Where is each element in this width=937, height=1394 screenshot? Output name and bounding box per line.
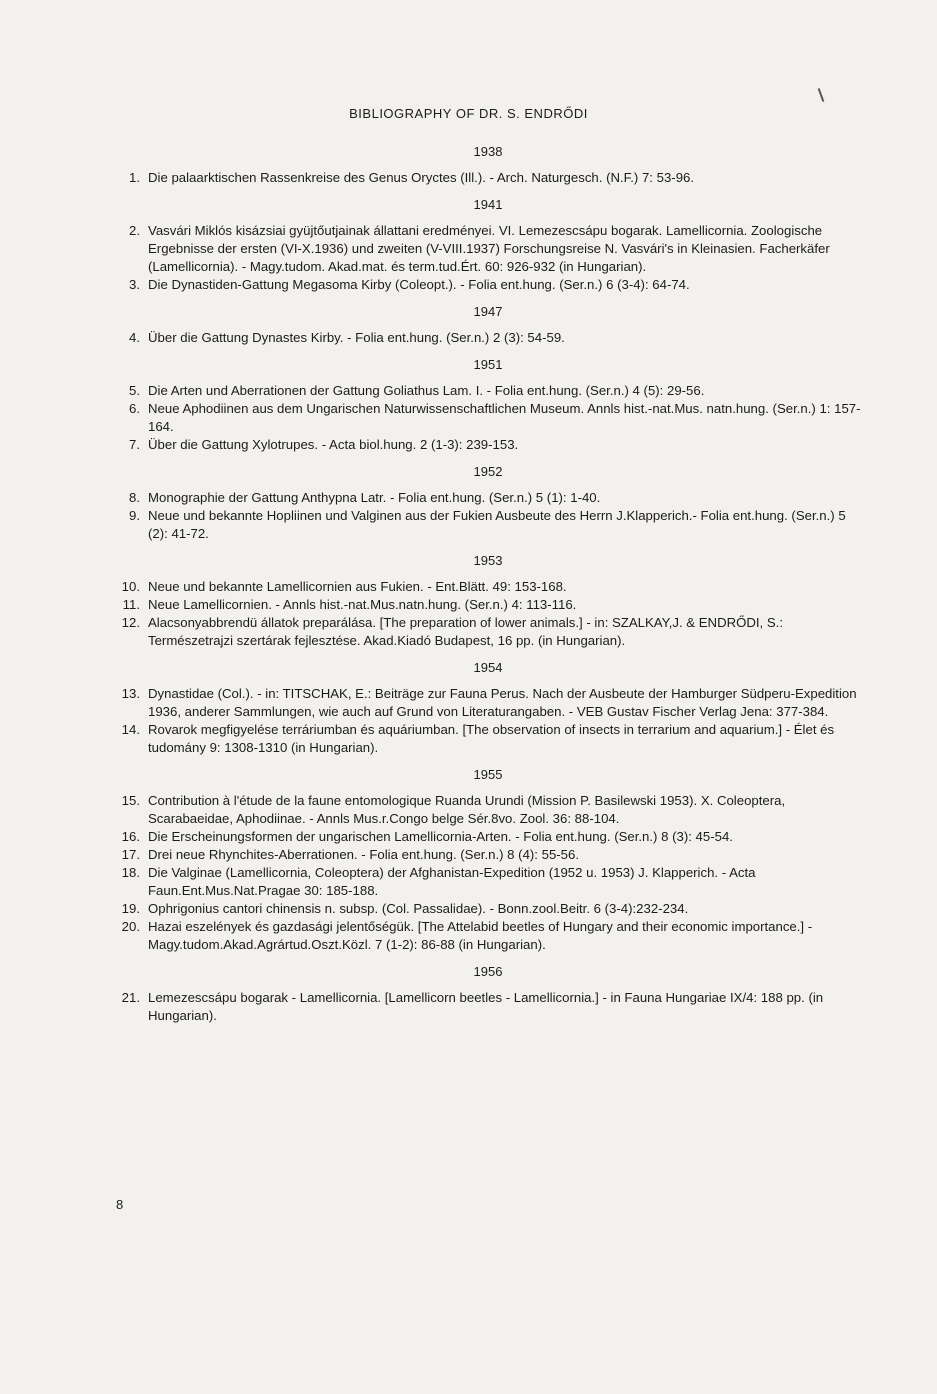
year-heading: 1954 [473,660,503,675]
entry-text: Dynastidae (Col.). - in: TITSCHAK, E.: Beiträge zur Fauna Perus. Nach der Ausbeute der Hamburger Südperu-Expedition 1936, anderer Sammlungen, wie auch auf Grund von Literaturangaben. - VEB Gustav Fischer Verlag Jena: 377-384. [148,686,857,719]
year-heading: 1938 [473,144,503,159]
year-heading: 1955 [473,767,503,782]
entry-text: Contribution à l'étude de la faune entomologique Ruanda Urundi (Mission P. Basilewski 1953). X. Coleoptera, Scarabaeidae, Aphodiinae. - Annls Mus.r.Congo belge Sér.8vo. Zool. 36: 88-104. [148,793,786,826]
year-heading: 1947 [473,304,503,319]
bibliography-entry [108,846,868,864]
bibliography-entry [108,614,868,650]
entry-text: Die Erscheinungsformen der ungarischen Lamellicornia-Arten. - Folia ent.hung. (Ser.n.) 8 (3): 45-54. [148,829,733,844]
bibliography-entry [108,169,868,187]
entry-number: 19. [121,901,140,916]
entry-number: 1. [129,170,140,185]
entry-text: Die Dynastiden-Gattung Megasoma Kirby (Coleopt.). - Folia ent.hung. (Ser.n.) 6 (3-4): 64-74. [148,277,690,292]
entry-number: 11. [122,597,140,612]
bibliography-entry [108,276,868,294]
entry-number: 10. [121,579,140,594]
entry-text: Drei neue Rhynchites-Aberrationen. - Folia ent.hung. (Ser.n.) 8 (4): 55-56. [148,847,580,862]
entry-text: Neue Lamellicornien. - Annls hist.-nat.Mus.natn.hung. (Ser.n.) 4: 113-116. [148,597,577,612]
entry-number: 21. [121,990,140,1005]
bibliography-entry [108,828,868,846]
year-heading: 1952 [473,464,503,479]
entry-text: Vasvári Miklós kisázsiai gyüjtőutjainak állattani eredményei. VI. Lemezescsápu bogarak. Lamellicornia. Zoologische Ergebnisse der ersten (VI-X.1936) und zweiten (V-VIII.1937) Forschungsreise N. Vasvári's in Kleinasien. Facherkäfer (Lamellicornia). - Magy.tudom. Akad.mat. és term.tud.Ért. 60: 926-932 (in Hungarian). [148,223,830,274]
entry-number: 3. [129,277,140,292]
entry-text: Die Arten und Aberrationen der Gattung Goliathus Lam. I. - Folia ent.hung. (Ser.n.) 4 (5): 29-56. [148,383,705,398]
bibliography-entry [108,596,868,614]
year-heading: 1956 [473,964,503,979]
bibliography-entry [108,864,868,900]
entry-text: Ophrigonius cantori chinensis n. subsp. (Col. Passalidae). - Bonn.zool.Beitr. 6 (3-4):232-234. [148,901,689,916]
entry-number: 12. [121,615,140,630]
entry-number: 18. [121,865,140,880]
entry-number: 14. [121,722,140,737]
entry-text: Neue Aphodiinen aus dem Ungarischen Naturwissenschaftlichen Museum. Annls hist.-nat.Mus. natn.hung. (Ser.n.) 1: 157-164. [148,401,861,434]
entry-number: 7. [129,437,140,452]
entry-number: 6. [129,401,140,416]
stray-pen-mark [818,88,825,102]
year-heading: 1951 [473,357,503,372]
entry-number: 4. [129,330,140,345]
bibliography-entry [108,436,868,454]
bibliography-list [108,134,868,1025]
bibliography-entry [108,382,868,400]
entry-text: Lemezescsápu bogarak - Lamellicornia. [Lamellicorn beetles - Lamellicornia.] - in Fauna Hungariae IX/4: 188 pp. (in Hungarian). [148,990,824,1023]
year-heading: 1941 [473,197,503,212]
bibliography-entry [108,918,868,954]
entry-number: 13. [121,686,140,701]
entry-text: Über die Gattung Dynastes Kirby. - Folia ent.hung. (Ser.n.) 2 (3): 54-59. [148,330,565,345]
entry-number: 2. [129,223,140,238]
bibliography-entry [108,989,868,1025]
page-title: BIBLIOGRAPHY OF DR. S. ENDRŐDI [349,106,588,121]
entry-number: 8. [129,490,140,505]
bibliography-entry [108,222,868,276]
entry-text: Über die Gattung Xylotrupes. - Acta biol.hung. 2 (1-3): 239-153. [148,437,519,452]
entry-text: Hazai eszelények és gazdasági jelentőségük. [The Attelabid beetles of Hungary and their economic importance.] - Magy.tudom.Akad.Agrártud.Oszt.Közl. 7 (1-2): 86-88 (in Hungarian). [148,919,813,952]
entry-number: 5. [129,383,140,398]
bibliography-entry [108,400,868,436]
bibliography-entry [108,329,868,347]
entry-number: 20. [121,919,140,934]
bibliography-entry [108,792,868,828]
entry-number: 9. [129,508,140,523]
year-heading: 1953 [473,553,503,568]
bibliography-entry [108,489,868,507]
bibliography-entry [108,578,868,596]
entry-text: Neue und bekannte Hopliinen und Valginen aus der Fukien Ausbeute des Herrn J.Klapperich.- Folia ent.hung. (Ser.n.) 5 (2): 41-72. [148,508,846,541]
entry-text: Neue und bekannte Lamellicornien aus Fukien. - Ent.Blätt. 49: 153-168. [148,579,567,594]
entry-text: Die Valginae (Lamellicornia, Coleoptera) der Afghanistan-Expedition (1952 u. 1953) J. Klapperich. - Acta Faun.Ent.Mus.Nat.Pragae 30: 185-188. [148,865,756,898]
entry-number: 17. [121,847,140,862]
bibliography-entry [108,685,868,721]
bibliography-entry [108,507,868,543]
entry-text: Die palaarktischen Rassenkreise des Genus Oryctes (Ill.). - Arch. Naturgesch. (N.F.) 7: 53-96. [148,170,695,185]
entry-text: Rovarok megfigyelése terráriumban és aquáriumban. [The observation of insects in terrarium and aquarium.] - Élet és tudomány 9: 1308-1310 (in Hungarian). [148,722,835,755]
page-number: 8 [116,1197,124,1212]
entry-text: Alacsonyabbrendü állatok preparálása. [The preparation of lower animals.] - in: SZALKAY,J. & ENDRŐDI, S.: Természetrajzi szertárak fejlesztése. Akad.Kiadó Budapest, 16 pp. (in Hungarian). [148,615,784,648]
bibliography-entry [108,900,868,918]
entry-number: 15. [121,793,140,808]
entry-text: Monographie der Gattung Anthypna Latr. - Folia ent.hung. (Ser.n.) 5 (1): 1-40. [148,490,601,505]
entry-number: 16. [121,829,140,844]
bibliography-entry [108,721,868,757]
